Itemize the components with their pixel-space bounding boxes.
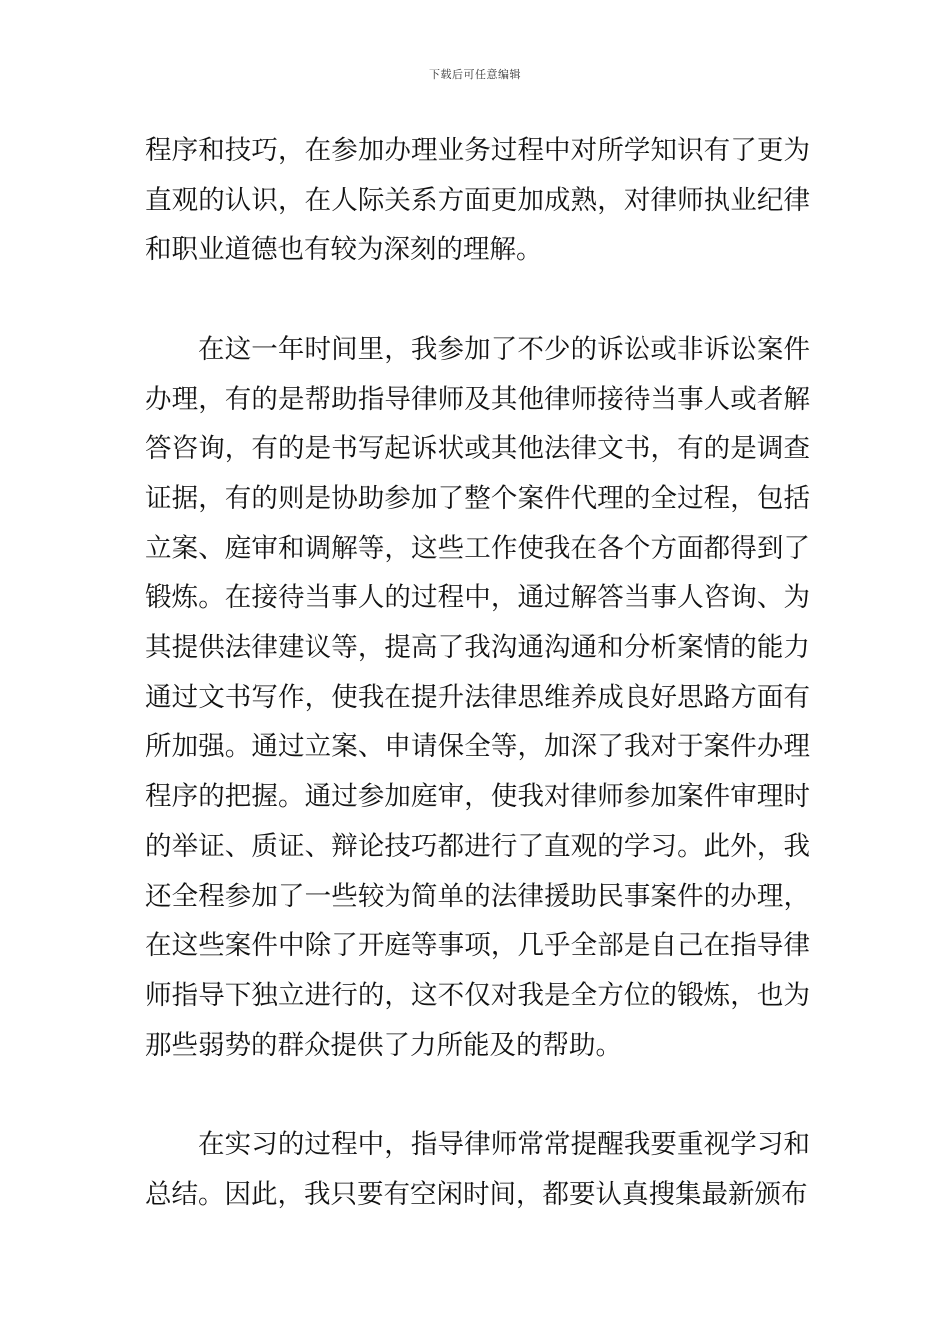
page-header: 下载后可任意编辑 <box>429 68 521 81</box>
paragraph-gap <box>145 1070 810 1120</box>
paragraph-1: 程序和技巧，在参加办理业务过程中对所学知识有了更为直观的认识，在人际关系方面更加成熟，对律师执业纪律和职业道德也有较为深刻的理解。 <box>145 135 810 266</box>
paragraph-gap <box>145 275 810 325</box>
paragraph-3: 在实习的过程中，指导律师常常提醒我要重视学习和总结。因此，我只要有空闲时间，都要认真搜集最新颁布 <box>145 1129 810 1210</box>
paragraph-2: 在这一年时间里，我参加了不少的诉讼或非诉讼案件办理，有的是帮助指导律师及其他律师接待当事人或者解答咨询，有的是书写起诉状或其他法律文书，有的是调查证据，有的则是协助参加了整个案件代理的全过程，包括立案、庭审和调解等，这些工作使我在各个方面都得到了锻炼。在接待当事人的过程中，通过解答当事人咨询、为其提供法律建议等，提高了我沟通沟通和分析案情的能力通过文书写作，使我在提升法律思维养成良好思路方面有所加强。通过立案、申请保全等，加深了我对于案件办理程序的把握。通过参加庭审，使我对律师参加案件审理时的举证、质证、辩论技巧都进行了直观的学习。此外，我还全程参加了一些较为简单的法律援助民事案件的办理，在这些案件中除了开庭等事项，几乎全部是自己在指导律师指导下独立进行的，这不仅对我是全方位的锻炼，也为那些弱势的群众提供了力所能及的帮助。 <box>145 333 810 1061</box>
document-body <box>145 126 810 1219</box>
